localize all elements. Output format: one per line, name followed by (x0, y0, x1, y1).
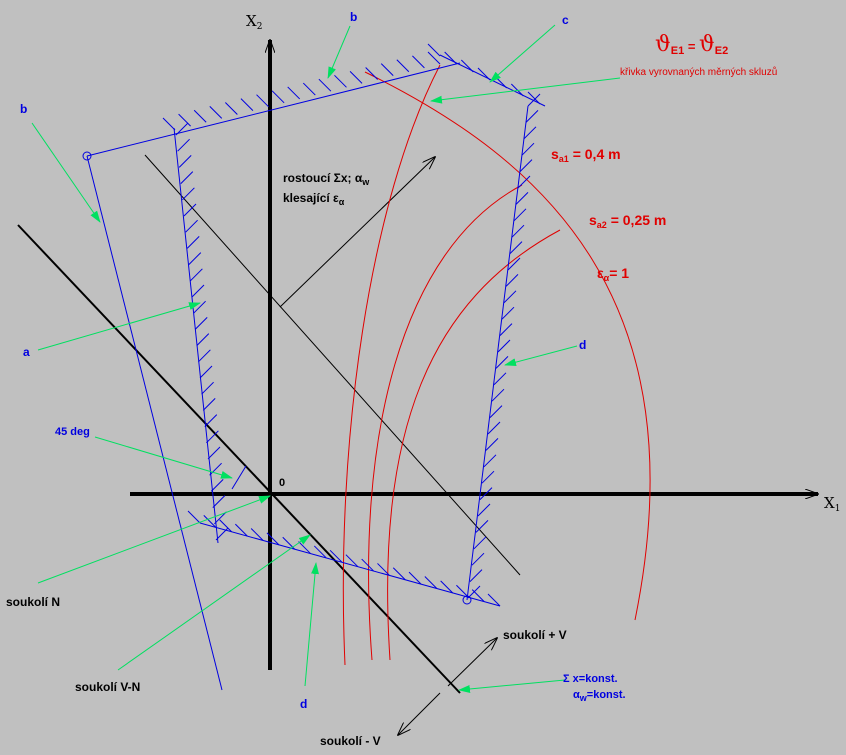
b-top-pointer (328, 26, 350, 78)
inner-left-boundary (174, 128, 218, 543)
rostouci-sub: w (362, 177, 370, 187)
hatch-left (203, 398, 215, 410)
eps-val: = 1 (609, 265, 630, 281)
hatch-top (241, 99, 253, 111)
hatch-left (198, 350, 210, 362)
soukoli-n-line (18, 225, 460, 693)
hatch-left (211, 479, 223, 491)
klesajici-text: klesající ε (283, 191, 339, 205)
sa2-val: = 0,25 m (606, 212, 667, 228)
deg45-mark (232, 466, 246, 489)
hatch-right (502, 307, 514, 319)
blue-lines (83, 55, 545, 690)
hatch-top (397, 60, 409, 72)
soukoli-n-pointer (38, 496, 270, 583)
label-konst-2 (573, 689, 626, 703)
sa1-s: s (551, 146, 559, 162)
hatch-top (350, 71, 362, 83)
hatch-top (381, 64, 393, 76)
label-d-bottom: d (300, 697, 308, 711)
theta-eq: = (684, 39, 700, 54)
hatch-right (516, 192, 528, 204)
eps-symbol: ε (597, 265, 604, 281)
hatch-left (181, 172, 193, 184)
hatch-left (202, 382, 214, 394)
hatch-top (319, 79, 331, 91)
hatch-right (498, 340, 510, 352)
hatch-right (514, 209, 526, 221)
hatch-right (474, 537, 486, 549)
label-sa2 (589, 212, 666, 230)
label-krivka: křivka vyrovnaných měrných skluzů (620, 67, 778, 78)
hatch-left (205, 415, 217, 427)
hatch-right (490, 406, 502, 418)
label-soukoli-plus-v: soukolí + V (503, 628, 567, 642)
x2-axis-label (246, 12, 262, 32)
c-pointer (490, 25, 555, 82)
soukoli-vn-pointer (118, 535, 310, 670)
rostouci-line-2 (283, 191, 344, 207)
hatch-right (518, 176, 530, 188)
sa2-curve (388, 230, 560, 660)
hatch-right (520, 160, 532, 172)
label-soukoli-vn: soukolí V-N (75, 680, 141, 694)
theta-curve (343, 65, 440, 665)
hatch-right (504, 291, 516, 303)
hatch-right (526, 110, 538, 122)
theta-sub-1: E1 (670, 45, 685, 57)
hatch-bottom (188, 511, 200, 523)
hatch-top (179, 114, 191, 126)
sa1-val: = 0,4 m (568, 146, 621, 162)
label-b-left: b (20, 102, 28, 116)
hatch-right (492, 389, 504, 401)
hatch-left (200, 366, 212, 378)
label-eps (597, 265, 629, 283)
hatch-left (216, 528, 228, 540)
hatch-right (470, 570, 482, 582)
hatch-left (197, 334, 209, 346)
left-boundary (87, 156, 222, 690)
hatch-left (179, 155, 191, 167)
sa2-sub: a2 (596, 220, 607, 230)
hatch-top-right (528, 92, 540, 104)
hatch-top (210, 106, 222, 118)
hatch-right (528, 94, 540, 106)
klesajici-sub: α (338, 197, 345, 207)
x1-sub: 1 (834, 504, 841, 514)
parallel-thin-line (145, 155, 520, 575)
x2-letter: X (246, 12, 257, 30)
bottom-boundary (200, 523, 500, 606)
konst-sub: w (579, 693, 587, 703)
hatching (163, 44, 540, 606)
theta-sub-2: E2 (714, 45, 729, 57)
a-pointer (38, 303, 200, 350)
theta-1: ϑ (655, 32, 671, 57)
hatch-right (486, 438, 498, 450)
hatch-top (303, 83, 315, 95)
konst-pointer (459, 680, 565, 690)
rostouci-text: rostoucí Σx; α (283, 171, 363, 185)
d-right-pointer (505, 346, 577, 365)
theta-2: ϑ (699, 32, 715, 57)
label-45-deg: 45 deg (55, 426, 90, 438)
axes (130, 40, 818, 670)
sa2-s: s (589, 212, 597, 228)
hatch-right (482, 471, 494, 483)
eps-sub: α (603, 273, 610, 283)
soukoli-plus-v-arrow (448, 638, 497, 686)
hatch-right (510, 242, 522, 254)
label-sa1 (551, 146, 621, 164)
x1-letter: X (824, 494, 835, 512)
hatch-left (187, 236, 199, 248)
hatch-right (512, 225, 524, 237)
label-soukoli-minus-v: soukolí - V (320, 734, 381, 748)
hatch-left (178, 139, 190, 151)
krivka-pointer (431, 78, 620, 101)
hatch-right (496, 356, 508, 368)
hatch-right (484, 455, 496, 467)
x2-sub: 2 (256, 22, 263, 32)
hatch-right (478, 504, 490, 516)
hatch-top (272, 91, 284, 103)
label-a: a (23, 345, 30, 359)
konst-rest: =konst. (586, 689, 626, 701)
hatch-right (524, 127, 536, 139)
hatch-right (472, 553, 484, 565)
hatch-left (192, 285, 204, 297)
hatch-top (225, 102, 237, 114)
hatch-left (208, 447, 220, 459)
top-boundary (87, 63, 460, 156)
soukoli-minus-v-arrow (398, 693, 440, 735)
hatch-left (206, 431, 218, 443)
hatch-left (186, 220, 198, 232)
hatch-right (494, 373, 506, 385)
hatch-right (488, 422, 500, 434)
hatch-left (213, 496, 225, 508)
hatch-top (412, 56, 424, 68)
sa1-sub: a1 (558, 154, 569, 164)
deg45-pointer (95, 437, 232, 478)
label-b-top: b (350, 10, 358, 24)
hatch-top (288, 87, 300, 99)
hatch-left (195, 317, 207, 329)
rostouci-line-1 (283, 171, 369, 187)
b-left-pointer (32, 123, 100, 222)
hatch-left (189, 253, 201, 265)
label-konst-1: Σ x=konst. (563, 673, 618, 685)
theta-formula (655, 32, 728, 57)
hatch-top (194, 110, 206, 122)
hatch-right (476, 520, 488, 532)
x1-axis-label (824, 494, 840, 514)
hatch-left (182, 188, 194, 200)
hatch-top (257, 95, 269, 107)
d-bottom-pointer (305, 563, 316, 686)
origin-label: 0 (279, 477, 286, 489)
hatch-left (176, 123, 188, 135)
hatch-top (163, 118, 175, 130)
hatch-right (522, 143, 534, 155)
hatch-left (214, 512, 226, 524)
hatch-right (506, 274, 518, 286)
right-boundary (467, 106, 528, 600)
hatch-right (500, 324, 512, 336)
label-d-right: d (579, 338, 587, 352)
hatch-top (334, 75, 346, 87)
hatch-left (190, 269, 202, 281)
konst-alpha: α (573, 689, 580, 701)
label-soukoli-n: soukolí N (6, 595, 61, 609)
label-c: c (562, 13, 569, 27)
